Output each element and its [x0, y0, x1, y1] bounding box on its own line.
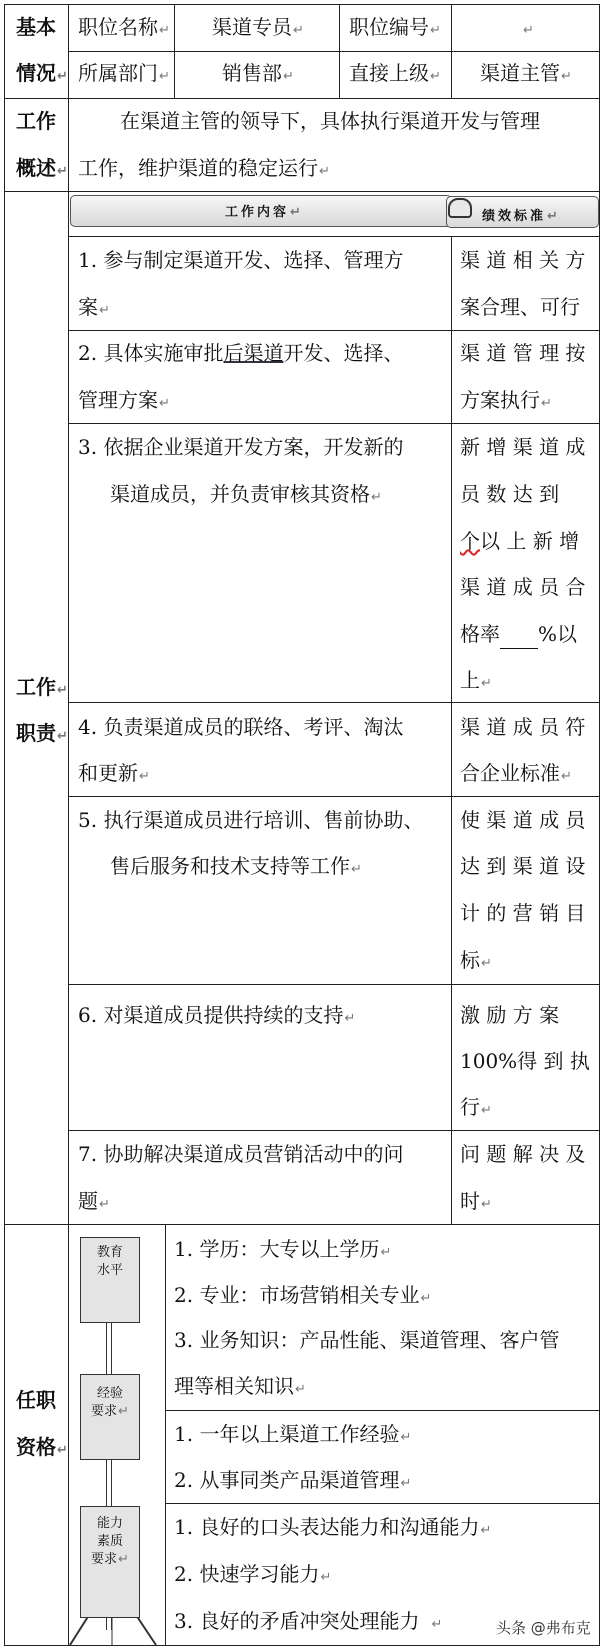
supervisor-label: 直接上级↵: [349, 61, 441, 85]
divider: [165, 1224, 166, 1646]
duty-item-3: 3. 依据企业渠道开发方案，开发新的: [78, 435, 404, 459]
duty-item-7: 题↵: [78, 1189, 110, 1213]
ability-item: 2. 快速学习能力↵: [174, 1562, 332, 1586]
duty-item-5: 5. 执行渠道成员进行培训、售前协助、: [78, 808, 424, 832]
ability-item: 3. 良好的矛盾冲突处理能力 ↵: [174, 1609, 443, 1633]
duty-item-7: 7. 协助解决渠道成员营销活动中的问: [78, 1142, 404, 1166]
border-top: [4, 4, 600, 5]
divider: [68, 330, 600, 331]
watermark: 头条 @弗布克: [496, 1619, 591, 1637]
basic-info-label: 情况↵: [16, 61, 68, 85]
duty-standard-2: 渠 道 管 理 按: [460, 341, 586, 365]
divider: [451, 236, 452, 1225]
duty-standard-7: 问 题 解 决 及: [460, 1142, 586, 1166]
duty-standard-1: 案合理、可行: [460, 295, 580, 319]
duty-standard-3: 个以 上 新 增: [460, 529, 580, 553]
duty-standard-3: 上↵: [460, 668, 492, 692]
position-no-value: ↵: [523, 23, 534, 38]
duty-item-4: 4. 负责渠道成员的联络、考评、淘汰: [78, 715, 404, 739]
duty-item-5: 售后服务和技术支持等工作↵: [110, 854, 362, 878]
duty-item-2: 2. 具体实施审批后渠道开发、选择、: [78, 341, 404, 365]
basic-info-label: 基本: [16, 15, 56, 39]
duty-standard-4: 渠 道 成 员 符: [460, 715, 586, 739]
border-left: [4, 4, 5, 1646]
overview-label: 概述↵: [16, 156, 68, 180]
divider: [68, 51, 600, 52]
duty-standard-3: 格率 %以: [460, 619, 577, 649]
dept-value: 销售部↵: [222, 61, 294, 85]
education-item: 3. 业务知识：产品性能、渠道管理、客户管: [174, 1328, 560, 1352]
dept-label: 所属部门↵: [78, 61, 170, 85]
divider: [451, 4, 452, 99]
duty-standard-7: 时↵: [460, 1189, 492, 1213]
overview-label: 工作: [16, 109, 56, 133]
divider: [339, 4, 340, 99]
divider: [174, 4, 175, 99]
qualification-label: 任职: [16, 1388, 56, 1412]
duty-standard-6: 100%得 到 执: [460, 1049, 590, 1073]
blank-line: [500, 628, 538, 649]
divider: [4, 1224, 600, 1225]
qualification-label: 资格↵: [16, 1435, 68, 1459]
duty-standard-5: 计 的 营 销 目: [460, 901, 586, 925]
divider: [68, 796, 600, 797]
duty-item-6: 6. 对渠道成员提供持续的支持↵: [78, 1003, 356, 1027]
duties-label: 工作↵: [16, 675, 68, 699]
experience-box: 经验 要求↵: [80, 1374, 140, 1460]
divider: [68, 984, 600, 985]
duty-item-3: 渠道成员，并负责审核其资格↵: [110, 482, 382, 506]
divider: [68, 423, 600, 424]
overview-text: 在渠道主管的领导下，具体执行渠道开发与管理: [120, 109, 540, 133]
duty-item-1: 1. 参与制定渠道开发、选择、管理方: [78, 248, 404, 272]
position-no-label: 职位编号↵: [349, 15, 441, 39]
overview-text: 工作，维护渠道的稳定运行↵: [78, 156, 330, 180]
duty-standard-6: 行↵: [460, 1095, 492, 1119]
duty-standard-5: 达 到 渠 道 设: [460, 854, 586, 878]
education-item: 1. 学历：大专以上学历↵: [174, 1237, 392, 1261]
duty-standard-2: 方案执行↵: [460, 388, 552, 412]
experience-item: 1. 一年以上渠道工作经验↵: [174, 1422, 412, 1446]
ability-box: 能力 素质 要求↵: [80, 1506, 140, 1618]
divider: [165, 1410, 600, 1411]
duty-standard-5: 标↵: [460, 948, 492, 972]
divider: [68, 4, 69, 1646]
duty-item-1: 案↵: [78, 295, 110, 319]
duty-standard-3: 员 数 达 到: [460, 482, 560, 506]
experience-item: 2. 从事同类产品渠道管理↵: [174, 1468, 412, 1492]
duty-standard-3: 渠 道 成 员 合: [460, 575, 586, 599]
divider: [4, 98, 600, 99]
ability-item: 1. 良好的口头表达能力和沟通能力↵: [174, 1515, 492, 1539]
duty-item-2: 管理方案↵: [78, 388, 170, 412]
divider: [4, 191, 600, 192]
divider: [68, 236, 600, 237]
position-name-value: 渠道专员↵: [212, 15, 304, 39]
duties-label: 职责↵: [16, 721, 68, 745]
divider: [68, 702, 600, 703]
divider: [68, 1130, 600, 1131]
education-item: 2. 专业：市场营销相关专业↵: [174, 1283, 432, 1307]
duty-item-4: 和更新↵: [78, 761, 150, 785]
duty-standard-3: 新 增 渠 道 成: [460, 435, 586, 459]
duty-standard-6: 激 励 方 案: [460, 1003, 560, 1027]
phone-icon: [448, 198, 472, 218]
education-box: 教育 水平: [80, 1237, 140, 1323]
divider: [165, 1503, 600, 1504]
position-name-label: 职位名称↵: [78, 15, 170, 39]
border-right: [599, 4, 600, 1646]
standard-header: 绩效标准↵: [482, 209, 561, 224]
supervisor-value: 渠道主管↵: [480, 61, 572, 85]
content-header: 工作内容↵: [225, 205, 304, 220]
education-item: 理等相关知识↵: [174, 1374, 306, 1398]
duty-standard-1: 渠 道 相 关 方: [460, 248, 586, 272]
duty-standard-5: 使 渠 道 成 员: [460, 808, 586, 832]
duty-standard-4: 合企业标准↵: [460, 761, 572, 785]
